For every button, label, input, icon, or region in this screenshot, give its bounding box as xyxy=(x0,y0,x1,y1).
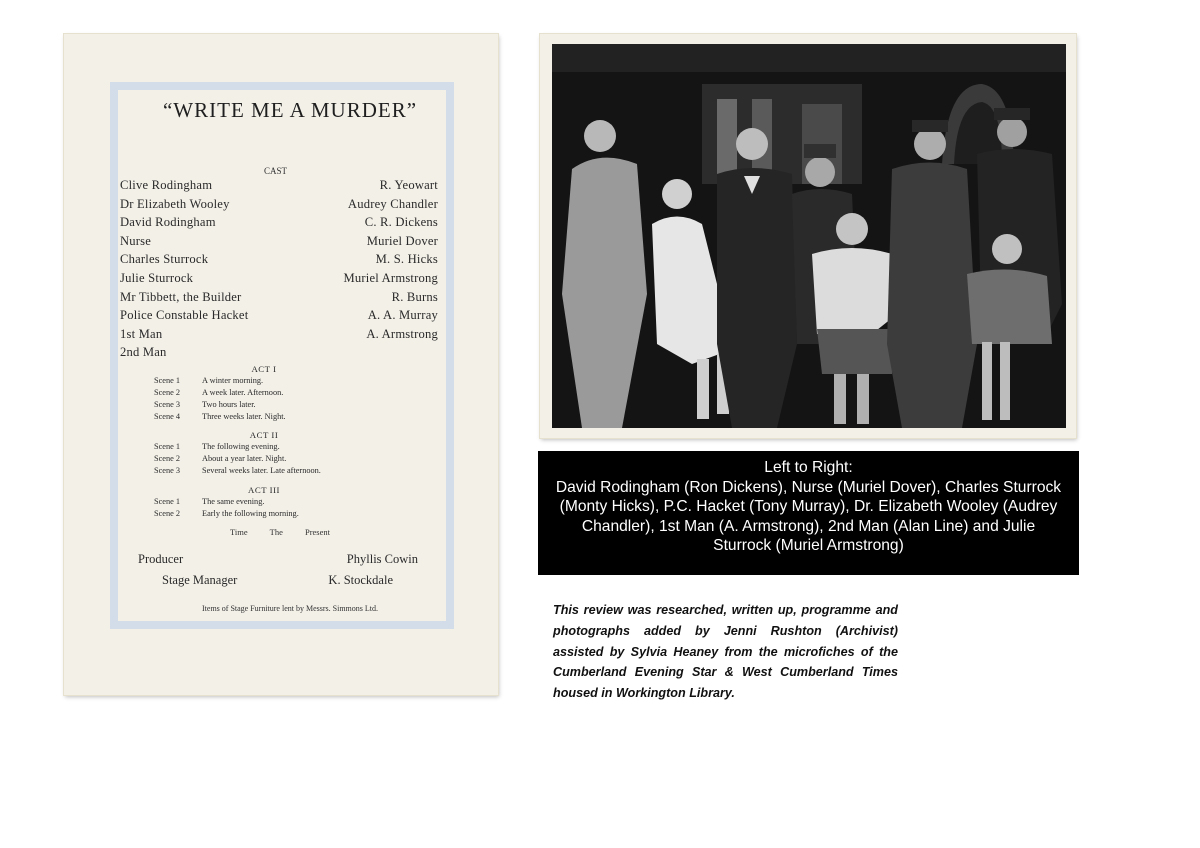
scene-number: Scene 2 xyxy=(154,388,181,397)
cast-row xyxy=(120,306,438,325)
person-legs xyxy=(697,359,709,419)
person-body xyxy=(717,168,797,428)
cast-heading: CAST xyxy=(264,166,288,176)
person-head xyxy=(736,128,768,160)
person-legs xyxy=(834,374,846,424)
person-head xyxy=(914,128,946,160)
stage-set-window xyxy=(717,99,737,179)
cast-list xyxy=(120,176,438,362)
caption-heading: Left to Right: xyxy=(764,459,853,476)
time-value: The Present xyxy=(269,527,330,537)
stage-manager-credit xyxy=(162,573,393,588)
scene-description: The following evening. xyxy=(202,442,280,451)
cast-actor: A. A. Murray xyxy=(367,308,438,323)
scene-number: Scene 2 xyxy=(154,509,181,518)
scene-number: Scene 3 xyxy=(154,466,181,475)
cast-photograph-frame xyxy=(540,34,1076,438)
person-head xyxy=(662,179,692,209)
scene-number: Scene 1 xyxy=(154,497,181,506)
furniture-note: Items of Stage Furniture lent by Messrs. Simmons Ltd. xyxy=(202,604,378,613)
cast-role: 2nd Man xyxy=(120,345,167,360)
person-head xyxy=(992,234,1022,264)
producer-name: Phyllis Cowin xyxy=(346,552,418,566)
scene-row xyxy=(154,441,374,453)
cast-row xyxy=(120,232,438,251)
cast-row xyxy=(120,269,438,288)
scene-row xyxy=(154,453,374,465)
cast-row xyxy=(120,250,438,269)
cast-row xyxy=(120,213,438,232)
time-setting xyxy=(230,527,330,537)
stage-curtain-top xyxy=(552,44,1066,72)
person-body xyxy=(887,163,977,429)
research-note: This review was researched, written up, programme and photographs added by Jenni Rushton (Archivist) assisted by Sylvia Heaney from the microfiches of the Cumberland Evening Star & West Cumberland Times housed in Workington Library. xyxy=(553,603,898,701)
cast-row xyxy=(120,176,438,195)
cast-role: 1st Man xyxy=(120,326,163,341)
scene-row xyxy=(154,465,374,477)
person-head xyxy=(836,213,868,245)
scene-row xyxy=(154,496,374,508)
cast-row xyxy=(120,288,438,307)
act-heading: ACT III xyxy=(248,485,280,495)
scene-number: Scene 4 xyxy=(154,412,181,421)
scene-number: Scene 3 xyxy=(154,400,181,409)
person-skirt xyxy=(817,329,897,374)
person-head xyxy=(997,117,1027,147)
scene-description: Three weeks later. Night. xyxy=(202,412,286,421)
scene-description: About a year later. Night. xyxy=(202,454,287,463)
person-hat xyxy=(994,108,1030,120)
act-block xyxy=(154,485,374,520)
cast-role: Dr Elizabeth Wooley xyxy=(120,196,230,211)
person-hat xyxy=(804,144,836,158)
scene-description: Several weeks later. Late afternoon. xyxy=(202,466,321,475)
programme-title: “WRITE ME A MURDER” xyxy=(162,98,418,122)
scene-row xyxy=(154,411,374,423)
stage-manager-label: Stage Manager xyxy=(162,573,238,587)
time-label: Time xyxy=(230,527,248,537)
cast-photograph xyxy=(552,44,1066,428)
cast-actor: M. S. Hicks xyxy=(375,252,438,267)
cast-role: David Rodingham xyxy=(120,215,216,230)
scene-row xyxy=(154,387,374,399)
scene-description: A week later. Afternoon. xyxy=(202,388,284,397)
cast-role: Police Constable Hacket xyxy=(120,308,249,323)
cast-role: Clive Rodingham xyxy=(120,178,213,192)
person-body xyxy=(967,269,1052,344)
scene-row xyxy=(154,508,374,520)
scene-number: Scene 1 xyxy=(154,442,181,451)
scene-number: Scene 2 xyxy=(154,454,181,463)
cast-actor: Audrey Chandler xyxy=(347,196,438,211)
act-heading: ACT I xyxy=(251,364,277,374)
cast-role: Nurse xyxy=(120,233,152,248)
act-heading: ACT II xyxy=(249,430,279,440)
person-legs xyxy=(857,374,869,424)
cast-actor: A. Armstrong xyxy=(366,326,438,341)
person-head xyxy=(805,157,835,187)
cast-row xyxy=(120,195,438,214)
producer-label: Producer xyxy=(138,552,184,566)
person-head xyxy=(584,120,616,152)
cast-role: Mr Tibbett, the Builder xyxy=(120,289,242,304)
cast-row xyxy=(120,325,438,344)
scene-row xyxy=(154,399,374,411)
act-block xyxy=(154,364,374,423)
act-block xyxy=(154,430,374,477)
caption-text: David Rodingham (Ron Dickens), Nurse (Muriel Dover), Charles Sturrock (Monty Hicks), P.C. Hacket (Tony Murray), Dr. Elizabeth Wooley (Audrey Chandler), 1st Man (A. Armstrong), 2nd Man (Alan Line) and Julie Sturrock (Muriel Armstrong) xyxy=(555,478,1062,555)
cast-role: Charles Sturrock xyxy=(120,252,209,267)
person-legs xyxy=(1000,342,1010,420)
cast-actor: R. Burns xyxy=(391,289,438,304)
cast-role: Julie Sturrock xyxy=(120,270,194,285)
theatre-programme xyxy=(64,34,498,695)
cast-row xyxy=(120,343,438,362)
person-hat xyxy=(912,120,948,132)
scene-description: The same evening. xyxy=(202,497,265,506)
cast-actor: Muriel Armstrong xyxy=(343,270,438,285)
producer-credit xyxy=(138,552,418,567)
person-legs xyxy=(982,342,992,420)
scene-description: Two hours later. xyxy=(202,400,256,409)
stage-manager-name: K. Stockdale xyxy=(328,573,393,587)
photo-caption xyxy=(538,451,1079,575)
scene-description: Early the following morning. xyxy=(202,509,299,518)
scene-description: A winter morning. xyxy=(202,376,264,385)
scene-row xyxy=(154,375,374,387)
cast-actor: C. R. Dickens xyxy=(364,215,438,230)
person-body xyxy=(812,248,897,334)
cast-actor: Muriel Dover xyxy=(366,233,438,248)
cast-actor: R. Yeowart xyxy=(379,178,438,192)
scene-number: Scene 1 xyxy=(154,376,181,385)
